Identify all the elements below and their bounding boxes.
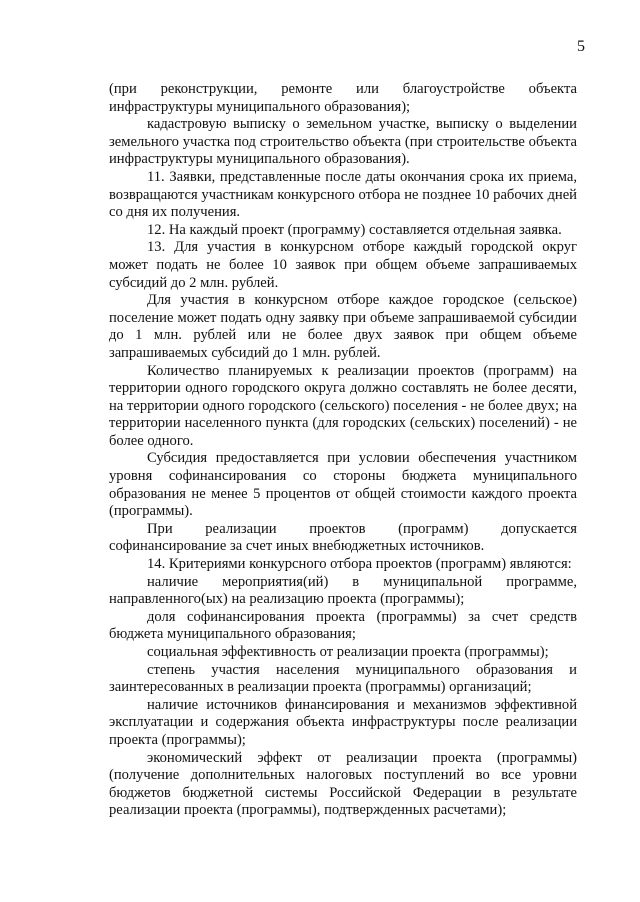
paragraph: 11. Заявки, представленные после даты окончания срока их приема, возвращаются участникам конкурсного отбора не позднее 10 рабочих дней со дня их получения.	[109, 168, 577, 221]
paragraph: наличие источников финансирования и механизмов эффективной эксплуатации и содержания объекта инфраструктуры после реализации проекта (программы);	[109, 696, 577, 748]
paragraph: степень участия населения муниципального образования и заинтересованных в реализации проекта (программы) организаций;	[109, 661, 577, 696]
paragraph: Субсидия предоставляется при условии обеспечения участником уровня софинансирования со стороны бюджета муниципального образования не менее 5 процентов от общей стоимости каждого проекта (программы).	[109, 450, 577, 520]
page-number: 5	[577, 38, 585, 55]
paragraph: 14. Критериями конкурсного отбора проектов (программ) являются:	[147, 556, 572, 573]
paragraph: доля софинансирования проекта (программы) за счет средств бюджета муниципального образования;	[109, 608, 577, 643]
paragraph: (при реконструкции, ремонте или благоустройстве объекта инфраструктуры муниципального образования);	[109, 81, 577, 115]
paragraph: 12. На каждый проект (программу) составляется отдельная заявка.	[147, 221, 562, 238]
document-body	[109, 81, 577, 820]
paragraph: наличие мероприятия(ий) в муниципальной программе, направленного(ых) на реализацию проекта (программы);	[109, 573, 577, 608]
paragraph: Количество планируемых к реализации проектов (программ) на территории одного городского округа должно составлять не более десяти, на территории одного городского (сельского) поселения - не более двух; на территории населенного пункта (для городских (сельских) поселений) - не более одного.	[109, 362, 577, 449]
paragraph: 13. Для участия в конкурсном отборе каждый городской округ может подать не более 10 заявок при общем объеме запрашиваемых субсидий до 2 млн. рублей.	[109, 239, 577, 291]
paragraph: кадастровую выписку о земельном участке, выписку о выделении земельного участка под строительство объекта (при строительстве объекта инфраструктуры муниципального образования).	[109, 116, 577, 168]
paragraph: Для участия в конкурсном отборе каждое городское (сельское) поселение может подать одну заявку при объеме запрашиваемой субсидии до 1 млн. рублей или не более двух заявок при общем объеме запрашиваемых субсидий до 1 млн. рублей.	[109, 292, 577, 361]
paragraph: социальная эффективность от реализации проекта (программы);	[147, 644, 549, 660]
paragraph: экономический эффект от реализации проекта (программы) (получение дополнительных налоговых поступлений во все уровни бюджетов бюджетной системы Российской Федерации в результате реализации проекта (программы), подтвержденных расчетами);	[109, 749, 577, 819]
paragraph: При реализации проектов (программ) допускается софинансирование за счет иных внебюджетных источников.	[109, 520, 577, 555]
